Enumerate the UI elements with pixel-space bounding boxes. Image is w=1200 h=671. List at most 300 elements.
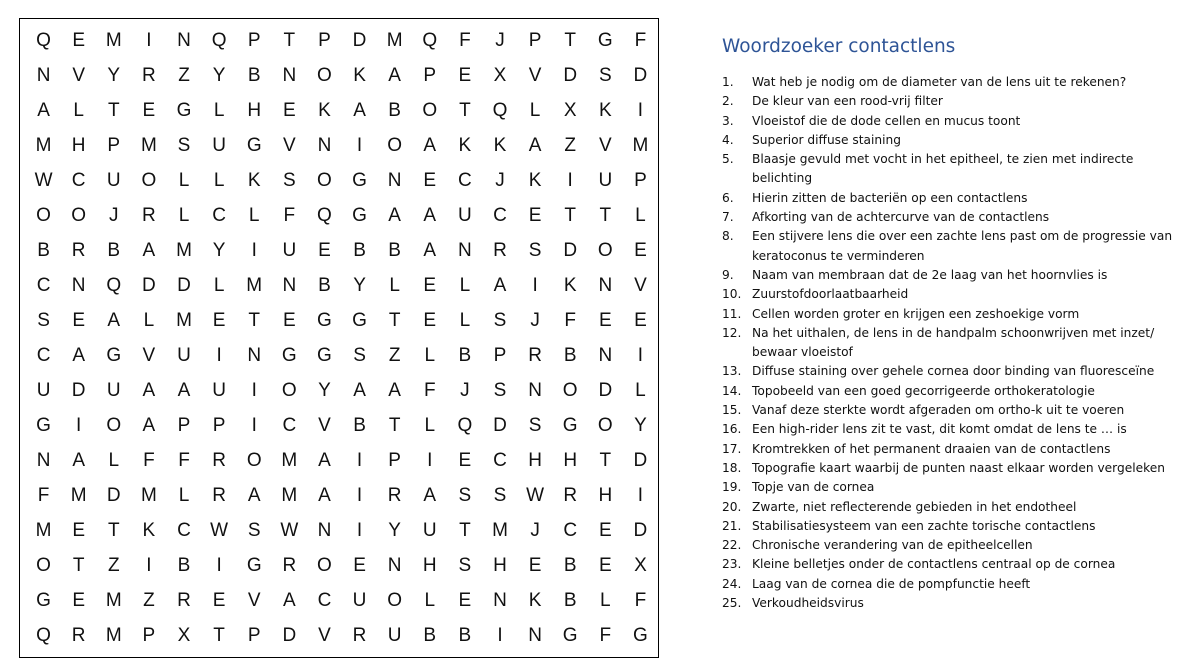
grid-letter: C <box>36 344 51 366</box>
grid-letter: U <box>598 169 613 191</box>
grid-letter: C <box>212 204 226 226</box>
grid-letter: I <box>251 379 257 401</box>
grid-letter: A <box>423 134 437 156</box>
clue-item <box>722 208 1192 227</box>
grid-letter: G <box>246 134 262 156</box>
grid-letter: M <box>35 134 52 156</box>
grid-letter: S <box>493 309 507 331</box>
grid-letter: D <box>633 449 648 471</box>
grid-letter: E <box>458 64 472 86</box>
grid-letter: B <box>353 414 366 436</box>
grid-letter: T <box>388 309 401 331</box>
grid-letter: H <box>422 554 437 576</box>
grid-letter: B <box>388 239 401 261</box>
clue-number: 12. <box>722 325 742 340</box>
grid-row <box>20 618 658 653</box>
grid-letter: T <box>213 624 225 646</box>
clue-number: 18. <box>722 460 742 475</box>
grid-letter: P <box>212 414 226 436</box>
grid-letter: R <box>352 624 367 646</box>
grid-letter: F <box>37 484 50 506</box>
grid-letter: L <box>635 204 646 226</box>
grid-letter: T <box>459 99 471 121</box>
puzzle-title: Woordzoeker contactlens <box>722 36 956 57</box>
grid-letter: V <box>247 589 261 611</box>
clue-number: 15. <box>722 403 742 418</box>
grid-row <box>20 338 658 373</box>
grid-letter: M <box>35 519 52 541</box>
grid-letter: Q <box>422 29 438 51</box>
clue-item <box>722 285 1192 304</box>
grid-letter: R <box>212 484 226 506</box>
grid-letter: T <box>107 519 120 541</box>
clue-text: Stabilisatiesysteem van een zachte torische contactlens <box>752 518 1096 533</box>
clue-item <box>722 536 1192 555</box>
clue-text: De kleur van een rood-vrij filter <box>752 94 943 109</box>
grid-row <box>20 583 658 618</box>
grid-letter: F <box>564 309 576 331</box>
grid-letter: O <box>71 204 87 226</box>
grid-letter: E <box>458 589 472 611</box>
grid-letter: B <box>458 344 472 366</box>
grid-letter: R <box>71 624 86 646</box>
clue-number: 11. <box>722 306 742 321</box>
grid-letter: R <box>528 344 542 366</box>
letter-grid <box>19 18 659 658</box>
grid-letter: A <box>247 484 261 506</box>
grid-letter: G <box>246 554 262 576</box>
grid-letter: A <box>388 379 401 401</box>
grid-letter: E <box>458 449 472 471</box>
grid-letter: O <box>106 414 122 436</box>
grid-letter: L <box>529 99 541 121</box>
grid-letter: V <box>72 64 85 86</box>
grid-letter: V <box>318 414 331 436</box>
clue-number: 2. <box>722 94 734 109</box>
grid-letter: X <box>177 624 191 646</box>
grid-letter: U <box>352 589 367 611</box>
clue-item <box>722 305 1192 324</box>
grid-letter: A <box>353 99 366 121</box>
grid-letter: A <box>493 274 507 296</box>
grid-letter: O <box>36 204 51 226</box>
grid-letter: T <box>459 519 471 541</box>
clue-item <box>722 594 1192 613</box>
clue-text: Blaasje gevuld met vocht in het epitheel, te zien met indirecte belichting <box>752 152 1134 186</box>
clue-text: Vloeistof die de dode cellen en mucus toont <box>752 113 1021 128</box>
grid-letter: L <box>73 99 84 121</box>
grid-letter: G <box>36 414 51 436</box>
grid-letter: N <box>71 274 86 296</box>
grid-letter: F <box>178 449 190 471</box>
grid-letter: Y <box>634 414 647 436</box>
grid-letter: Y <box>212 64 226 86</box>
grid-letter: N <box>458 239 472 261</box>
grid-letter: X <box>634 554 647 576</box>
grid-letter: A <box>423 204 437 226</box>
clue-number: 20. <box>722 499 742 514</box>
clue-item <box>722 382 1192 401</box>
grid-row <box>20 408 658 443</box>
grid-letter: I <box>637 484 644 506</box>
grid-letter: I <box>427 449 433 471</box>
grid-letter: S <box>458 484 472 506</box>
grid-letter: N <box>387 554 402 576</box>
grid-letter: Q <box>106 274 122 296</box>
clue-text: Chronische verandering van de epitheelcellen <box>752 538 1033 553</box>
grid-letter: I <box>356 519 363 541</box>
grid-letter: A <box>318 449 331 471</box>
grid-letter: A <box>107 309 121 331</box>
grid-letter: E <box>528 554 542 576</box>
grid-letter: A <box>388 204 401 226</box>
grid-letter: M <box>140 134 157 156</box>
clue-item <box>722 112 1192 131</box>
grid-row <box>20 93 658 128</box>
grid-letter: G <box>352 309 367 331</box>
grid-letter: P <box>493 344 507 366</box>
grid-letter: L <box>178 204 190 226</box>
grid-letter: D <box>352 29 367 51</box>
grid-letter: G <box>106 344 122 366</box>
grid-letter: Q <box>36 624 51 646</box>
grid-letter: S <box>37 309 50 331</box>
grid-letter: M <box>140 484 157 506</box>
grid-letter: S <box>177 134 191 156</box>
grid-letter: X <box>563 99 577 121</box>
grid-letter: A <box>142 414 156 436</box>
grid-letter: G <box>562 414 578 436</box>
clue-number: 25. <box>722 596 742 611</box>
clue-number: 7. <box>722 210 734 225</box>
grid-letter: C <box>177 519 191 541</box>
grid-letter: Q <box>457 414 473 436</box>
grid-letter: C <box>282 414 297 436</box>
grid-letter: I <box>356 449 363 471</box>
grid-letter: Y <box>212 239 226 261</box>
grid-letter: E <box>72 519 85 541</box>
grid-letter: C <box>493 449 507 471</box>
grid-letter: K <box>528 169 542 191</box>
grid-letter: J <box>530 309 540 331</box>
grid-letter: N <box>317 134 332 156</box>
grid-letter: A <box>72 449 85 471</box>
grid-letter: E <box>353 554 366 576</box>
clue-number: 24. <box>722 576 742 591</box>
grid-letter: Z <box>564 134 576 156</box>
grid-letter: I <box>567 169 573 191</box>
grid-row <box>20 513 658 548</box>
clue-number: 8. <box>722 229 734 244</box>
grid-letter: L <box>213 274 225 296</box>
grid-letter: T <box>248 309 261 331</box>
grid-letter: D <box>563 239 578 261</box>
clue-text: Topografie kaart waarbij de punten naast elkaar worden vergeleken <box>752 460 1165 475</box>
grid-letter: Y <box>388 519 401 541</box>
grid-letter: K <box>598 99 612 121</box>
grid-letter: L <box>459 274 471 296</box>
grid-letter: O <box>317 64 332 86</box>
clue-item <box>722 555 1192 574</box>
clue-number: 4. <box>722 132 734 147</box>
clue-text: Cellen worden groter en krijgen een zeshoekige vorm <box>752 306 1080 321</box>
grid-letter: E <box>423 274 437 296</box>
grid-letter: T <box>388 414 401 436</box>
clue-item <box>722 498 1192 517</box>
grid-letter: O <box>36 554 51 576</box>
grid-letter: S <box>353 344 366 366</box>
grid-letter: I <box>251 414 257 436</box>
grid-letter: N <box>598 274 613 296</box>
grid-letter: L <box>213 169 225 191</box>
grid-letter: C <box>493 204 507 226</box>
grid-letter: V <box>528 64 542 86</box>
grid-letter: A <box>318 484 331 506</box>
grid-letter: L <box>424 414 436 436</box>
grid-letter: B <box>458 624 472 646</box>
grid-letter: O <box>246 449 262 471</box>
grid-row <box>20 128 658 163</box>
grid-letter: B <box>107 239 121 261</box>
grid-letter: V <box>142 344 156 366</box>
grid-letter: I <box>216 344 222 366</box>
grid-letter: B <box>177 554 191 576</box>
grid-letter: M <box>105 589 122 611</box>
grid-letter: V <box>318 624 331 646</box>
grid-letter: Q <box>36 29 51 51</box>
clue-number: 14. <box>722 383 742 398</box>
grid-letter: N <box>598 344 613 366</box>
grid-letter: R <box>282 554 297 576</box>
grid-letter: I <box>637 344 644 366</box>
grid-letter: G <box>317 309 332 331</box>
grid-letter: H <box>71 134 86 156</box>
grid-letter: Z <box>178 64 190 86</box>
clue-item <box>722 420 1192 439</box>
grid-letter: L <box>213 99 225 121</box>
clue-item <box>722 440 1192 459</box>
grid-letter: P <box>528 29 542 51</box>
grid-letter: K <box>142 519 156 541</box>
grid-letter: L <box>424 589 436 611</box>
grid-letter: U <box>282 239 297 261</box>
clue-item <box>722 575 1192 594</box>
grid-letter: E <box>423 309 437 331</box>
grid-letter: I <box>637 99 644 121</box>
grid-letter: I <box>146 554 152 576</box>
grid-letter: N <box>493 589 507 611</box>
grid-letter: D <box>142 274 156 296</box>
grid-letter: I <box>532 274 538 296</box>
grid-letter: E <box>142 99 156 121</box>
clue-number: 22. <box>722 538 742 553</box>
grid-letter: G <box>562 624 578 646</box>
clue-number: 9. <box>722 267 734 282</box>
grid-letter: M <box>492 519 508 541</box>
grid-letter: O <box>597 414 613 436</box>
clue-number: 3. <box>722 113 734 128</box>
clue-number: 10. <box>722 287 742 302</box>
grid-letter: L <box>424 344 436 366</box>
grid-letter: G <box>633 624 648 646</box>
grid-letter: O <box>281 379 297 401</box>
grid-row <box>20 303 658 338</box>
grid-row <box>20 268 658 303</box>
grid-letter: W <box>526 484 545 506</box>
grid-row <box>20 443 658 478</box>
grid-letter: N <box>317 519 332 541</box>
grid-letter: F <box>599 624 612 646</box>
grid-letter: G <box>597 29 613 51</box>
grid-letter: I <box>76 414 82 436</box>
grid-row <box>20 163 658 198</box>
grid-letter: T <box>599 449 612 471</box>
grid-letter: F <box>634 29 647 51</box>
grid-letter: W <box>34 169 53 191</box>
grid-letter: E <box>528 204 542 226</box>
clue-item <box>722 459 1192 478</box>
grid-letter: W <box>210 519 229 541</box>
grid-letter: C <box>71 169 86 191</box>
grid-letter: O <box>317 554 332 576</box>
grid-letter: L <box>248 204 260 226</box>
grid-letter: V <box>282 134 296 156</box>
grid-letter: N <box>528 379 542 401</box>
clue-text: Een high-rider lens zit te vast, dit komt omdat de lens te … is <box>752 422 1127 437</box>
grid-letter: B <box>318 274 331 296</box>
grid-letter: K <box>353 64 366 86</box>
clue-item <box>722 189 1192 208</box>
grid-letter: X <box>493 64 507 86</box>
grid-letter: S <box>247 519 261 541</box>
clue-text: Superior diffuse staining <box>752 132 901 147</box>
grid-letter: U <box>422 519 437 541</box>
grid-letter: M <box>632 134 649 156</box>
grid-letter: P <box>142 624 156 646</box>
grid-letter: F <box>283 204 296 226</box>
clue-text: Zuurstofdoorlaatbaarheid <box>752 287 909 302</box>
grid-letter: I <box>216 554 222 576</box>
grid-letter: P <box>177 414 191 436</box>
grid-letter: E <box>634 239 647 261</box>
grid-letter: P <box>107 134 121 156</box>
grid-letter: I <box>251 239 257 261</box>
grid-letter: H <box>598 484 613 506</box>
grid-letter: L <box>635 379 646 401</box>
grid-letter: Q <box>317 204 332 226</box>
grid-letter: N <box>247 344 262 366</box>
grid-letter: Q <box>211 29 227 51</box>
clue-item <box>722 478 1192 497</box>
clue-item <box>722 324 1192 363</box>
grid-letter: S <box>528 239 542 261</box>
grid-letter: B <box>388 99 401 121</box>
grid-letter: D <box>106 484 121 506</box>
grid-letter: U <box>212 379 226 401</box>
grid-letter: C <box>317 589 332 611</box>
grid-letter: R <box>142 204 156 226</box>
grid-letter: C <box>458 169 472 191</box>
grid-letter: O <box>422 99 438 121</box>
grid-letter: B <box>423 624 437 646</box>
grid-letter: E <box>598 519 612 541</box>
grid-row <box>20 233 658 268</box>
grid-letter: S <box>493 484 507 506</box>
grid-letter: I <box>146 29 152 51</box>
grid-letter: L <box>178 169 190 191</box>
grid-row <box>20 373 658 408</box>
grid-letter: P <box>247 624 261 646</box>
grid-letter: C <box>563 519 578 541</box>
grid-letter: D <box>633 64 648 86</box>
grid-letter: Y <box>318 379 331 401</box>
grid-letter: K <box>458 134 472 156</box>
clue-number: 6. <box>722 190 734 205</box>
grid-letter: V <box>598 134 612 156</box>
grid-letter: C <box>36 274 51 296</box>
grid-letter: O <box>141 169 157 191</box>
grid-letter: G <box>352 204 367 226</box>
clue-number: 1. <box>722 75 734 89</box>
grid-letter: A <box>282 589 296 611</box>
grid-row <box>20 548 658 583</box>
grid-letter: P <box>388 449 401 471</box>
grid-letter: O <box>562 379 578 401</box>
clue-text: Kromtrekken of het permanent draaien van de contactlens <box>752 441 1111 456</box>
grid-letter: U <box>106 169 121 191</box>
clue-number: 19. <box>722 480 742 495</box>
grid-letter: O <box>387 134 403 156</box>
grid-letter: B <box>563 554 577 576</box>
clue-number: 21. <box>722 518 742 533</box>
clue-text: Na het uithalen, de lens in de handpalm schoonwrijven met inzet/ bewaar vloeistof <box>752 325 1155 360</box>
clue-text: Topje van de cornea <box>752 480 875 495</box>
grid-letter: E <box>423 169 437 191</box>
grid-letter: E <box>212 589 226 611</box>
grid-letter: R <box>493 239 507 261</box>
grid-letter: T <box>599 204 612 226</box>
grid-letter: Y <box>107 64 121 86</box>
grid-letter: M <box>176 309 192 331</box>
grid-letter: S <box>493 379 507 401</box>
grid-letter: I <box>497 624 503 646</box>
clue-item <box>722 227 1192 266</box>
grid-letter: O <box>387 589 403 611</box>
grid-letter: I <box>356 484 363 506</box>
grid-letter: A <box>142 239 156 261</box>
grid-row <box>20 58 658 93</box>
clue-number: 23. <box>722 557 742 572</box>
grid-letter: B <box>563 344 577 366</box>
clue-text: Vanaf deze sterkte wordt afgeraden om ortho-k uit te voeren <box>752 403 1125 418</box>
clue-list <box>722 73 1192 613</box>
grid-letter: E <box>318 239 331 261</box>
grid-letter: E <box>72 589 85 611</box>
clue-text: Een stijvere lens die over een zachte lens past om de progressie van keratoconus te verminderen <box>752 229 1173 263</box>
grid-letter: D <box>177 274 191 296</box>
grid-letter: E <box>72 309 85 331</box>
grid-letter: L <box>143 309 155 331</box>
grid-letter: U <box>458 204 472 226</box>
grid-letter: B <box>353 239 366 261</box>
grid-letter: U <box>177 344 191 366</box>
grid-letter: S <box>528 414 542 436</box>
grid-letter: D <box>493 414 507 436</box>
grid-letter: K <box>318 99 331 121</box>
grid-letter: S <box>282 169 296 191</box>
grid-letter: H <box>528 449 542 471</box>
grid-letter: E <box>282 99 296 121</box>
